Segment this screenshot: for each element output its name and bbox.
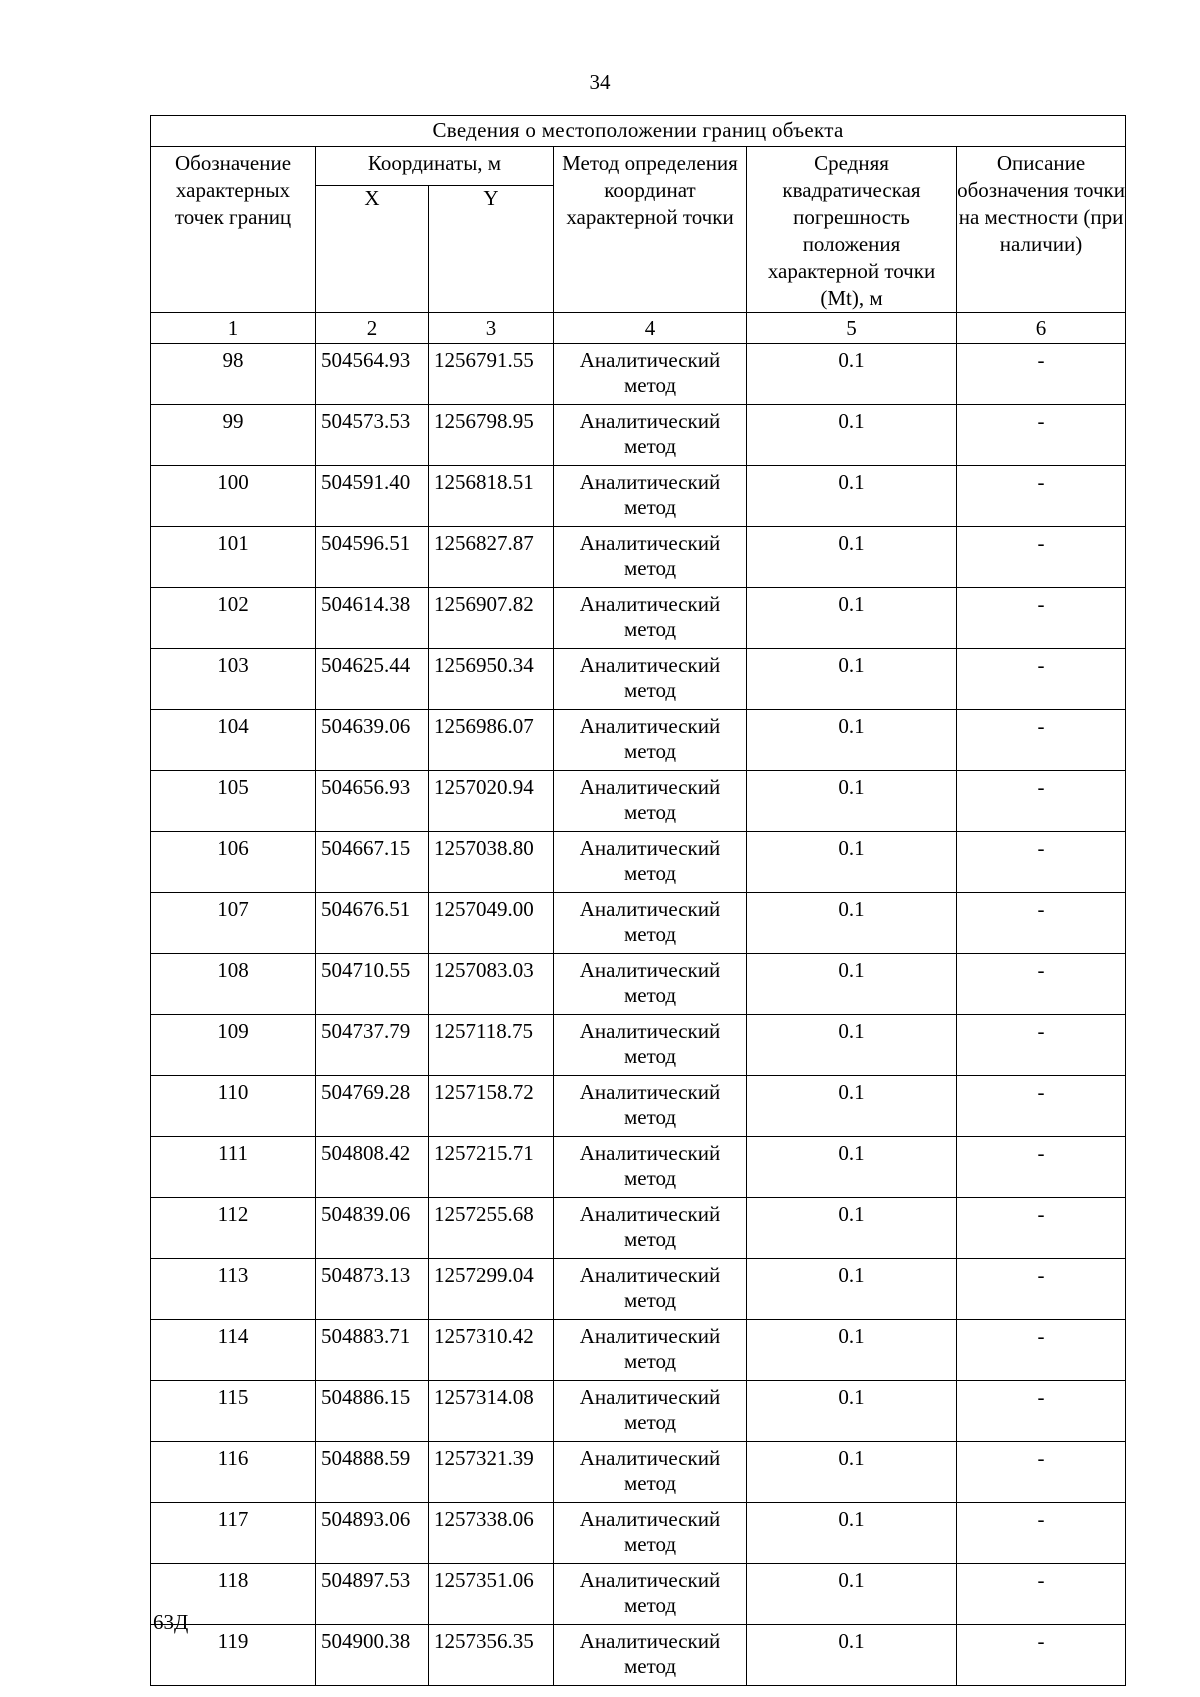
method-cell: Аналитический метод <box>554 1442 747 1503</box>
method-cell: Аналитический метод <box>554 1259 747 1320</box>
coord-y-cell: 1257020.94 <box>429 771 554 832</box>
coord-x-cell: 504591.40 <box>316 466 429 527</box>
description-cell: - <box>957 405 1126 466</box>
point-designation-cell: 108 <box>151 954 316 1015</box>
description-cell: - <box>957 771 1126 832</box>
coord-x-cell: 504667.15 <box>316 832 429 893</box>
description-cell: - <box>957 832 1126 893</box>
coord-x-cell: 504656.93 <box>316 771 429 832</box>
method-cell: Аналитический метод <box>554 1564 747 1625</box>
description-cell: - <box>957 1137 1126 1198</box>
column-numbers-row <box>151 313 1126 344</box>
point-designation-cell: 102 <box>151 588 316 649</box>
point-designation-cell: 115 <box>151 1381 316 1442</box>
point-designation-cell: 104 <box>151 710 316 771</box>
method-cell: Аналитический метод <box>554 527 747 588</box>
coord-y-cell: 1257083.03 <box>429 954 554 1015</box>
table-title: Сведения о местоположении границ объекта <box>151 116 1126 147</box>
coord-x-cell: 504893.06 <box>316 1503 429 1564</box>
mean-error-cell: 0.1 <box>747 466 957 527</box>
method-cell: Аналитический метод <box>554 1381 747 1442</box>
point-designation-cell: 110 <box>151 1076 316 1137</box>
point-designation-cell: 106 <box>151 832 316 893</box>
coord-y-cell: 1257321.39 <box>429 1442 554 1503</box>
coord-y-cell: 1257299.04 <box>429 1259 554 1320</box>
coord-y-cell: 1257118.75 <box>429 1015 554 1076</box>
coord-x-cell: 504897.53 <box>316 1564 429 1625</box>
mean-error-cell: 0.1 <box>747 1015 957 1076</box>
table-row <box>151 1198 1126 1259</box>
description-cell: - <box>957 1381 1126 1442</box>
method-cell: Аналитический метод <box>554 1503 747 1564</box>
table-row <box>151 954 1126 1015</box>
description-cell: - <box>957 588 1126 649</box>
table-row <box>151 405 1126 466</box>
method-cell: Аналитический метод <box>554 1137 747 1198</box>
coord-y-cell: 1256827.87 <box>429 527 554 588</box>
method-cell: Аналитический метод <box>554 1198 747 1259</box>
coord-x-cell: 504710.55 <box>316 954 429 1015</box>
table-row <box>151 344 1126 405</box>
mean-error-cell: 0.1 <box>747 1259 957 1320</box>
point-designation-cell: 118 <box>151 1564 316 1625</box>
point-designation-cell: 111 <box>151 1137 316 1198</box>
method-cell: Аналитический метод <box>554 344 747 405</box>
coord-x-cell: 504769.28 <box>316 1076 429 1137</box>
page-number: 34 <box>589 70 611 94</box>
coord-x-cell: 504639.06 <box>316 710 429 771</box>
mean-error-cell: 0.1 <box>747 1320 957 1381</box>
description-cell: - <box>957 1503 1126 1564</box>
table-row <box>151 1137 1126 1198</box>
coord-y-cell: 1256986.07 <box>429 710 554 771</box>
description-cell: - <box>957 1320 1126 1381</box>
mean-error-cell: 0.1 <box>747 710 957 771</box>
table-row <box>151 1381 1126 1442</box>
description-cell: - <box>957 893 1126 954</box>
table-row <box>151 466 1126 527</box>
point-designation-cell: 113 <box>151 1259 316 1320</box>
coord-y-cell: 1257314.08 <box>429 1381 554 1442</box>
coord-x-cell: 504573.53 <box>316 405 429 466</box>
point-designation-cell: 98 <box>151 344 316 405</box>
mean-error-cell: 0.1 <box>747 954 957 1015</box>
method-cell: Аналитический метод <box>554 1320 747 1381</box>
mean-error-cell: 0.1 <box>747 1442 957 1503</box>
coord-x-cell: 504883.71 <box>316 1320 429 1381</box>
mean-error-cell: 0.1 <box>747 649 957 710</box>
table-row <box>151 1625 1126 1686</box>
coord-y-cell: 1257038.80 <box>429 832 554 893</box>
table-row <box>151 1259 1126 1320</box>
coord-x-cell: 504737.79 <box>316 1015 429 1076</box>
coord-x-cell: 504900.38 <box>316 1625 429 1686</box>
table-row <box>151 649 1126 710</box>
header-description: Описание обозначения точки на местности (при наличии) <box>957 147 1126 313</box>
method-cell: Аналитический метод <box>554 1076 747 1137</box>
coord-y-cell: 1257049.00 <box>429 893 554 954</box>
description-cell: - <box>957 1625 1126 1686</box>
coord-x-cell: 504625.44 <box>316 649 429 710</box>
method-cell: Аналитический метод <box>554 832 747 893</box>
method-cell: Аналитический метод <box>554 466 747 527</box>
table-row <box>151 1076 1126 1137</box>
point-designation-cell: 116 <box>151 1442 316 1503</box>
table-row <box>151 1015 1126 1076</box>
mean-error-cell: 0.1 <box>747 771 957 832</box>
mean-error-cell: 0.1 <box>747 344 957 405</box>
coord-x-cell: 504839.06 <box>316 1198 429 1259</box>
coord-y-cell: 1257351.06 <box>429 1564 554 1625</box>
method-cell: Аналитический метод <box>554 710 747 771</box>
table-row <box>151 771 1126 832</box>
coord-x-cell: 504808.42 <box>316 1137 429 1198</box>
description-cell: - <box>957 1015 1126 1076</box>
description-cell: - <box>957 1259 1126 1320</box>
description-cell: - <box>957 466 1126 527</box>
boundary-coordinates-table <box>150 115 1126 1686</box>
description-cell: - <box>957 1076 1126 1137</box>
mean-error-cell: 0.1 <box>747 1503 957 1564</box>
coord-x-cell: 504676.51 <box>316 893 429 954</box>
point-designation-cell: 101 <box>151 527 316 588</box>
mean-error-cell: 0.1 <box>747 1381 957 1442</box>
point-designation-cell: 119 <box>151 1625 316 1686</box>
mean-error-cell: 0.1 <box>747 1564 957 1625</box>
description-cell: - <box>957 1564 1126 1625</box>
method-cell: Аналитический метод <box>554 649 747 710</box>
header-mean-error: Средняя квадратическая погрешность положения характерной точки (Mt), м <box>747 147 957 313</box>
column-number: 2 <box>316 313 429 344</box>
mean-error-cell: 0.1 <box>747 1137 957 1198</box>
coord-y-cell: 1256907.82 <box>429 588 554 649</box>
table-row <box>151 893 1126 954</box>
mean-error-cell: 0.1 <box>747 832 957 893</box>
description-cell: - <box>957 710 1126 771</box>
description-cell: - <box>957 954 1126 1015</box>
point-designation-cell: 107 <box>151 893 316 954</box>
header-coordinates: Координаты, м <box>316 147 554 186</box>
table-row <box>151 832 1126 893</box>
mean-error-cell: 0.1 <box>747 588 957 649</box>
mean-error-cell: 0.1 <box>747 405 957 466</box>
point-designation-cell: 103 <box>151 649 316 710</box>
mean-error-cell: 0.1 <box>747 527 957 588</box>
coord-y-cell: 1257356.35 <box>429 1625 554 1686</box>
description-cell: - <box>957 1442 1126 1503</box>
table-row <box>151 588 1126 649</box>
method-cell: Аналитический метод <box>554 893 747 954</box>
point-designation-cell: 112 <box>151 1198 316 1259</box>
header-point-designation: Обозначение характерных точек границ <box>151 147 316 313</box>
point-designation-cell: 114 <box>151 1320 316 1381</box>
method-cell: Аналитический метод <box>554 405 747 466</box>
coord-x-cell: 504888.59 <box>316 1442 429 1503</box>
mean-error-cell: 0.1 <box>747 893 957 954</box>
point-designation-cell: 117 <box>151 1503 316 1564</box>
coord-x-cell: 504564.93 <box>316 344 429 405</box>
column-number: 1 <box>151 313 316 344</box>
description-cell: - <box>957 1198 1126 1259</box>
coord-x-cell: 504614.38 <box>316 588 429 649</box>
coord-y-cell: 1257158.72 <box>429 1076 554 1137</box>
method-cell: Аналитический метод <box>554 1015 747 1076</box>
coord-x-cell: 504873.13 <box>316 1259 429 1320</box>
table-body <box>151 344 1126 1686</box>
coord-y-cell: 1256798.95 <box>429 405 554 466</box>
coord-y-cell: 1257310.42 <box>429 1320 554 1381</box>
table-row <box>151 710 1126 771</box>
header-x: X <box>316 185 429 312</box>
point-designation-cell: 109 <box>151 1015 316 1076</box>
column-number: 6 <box>957 313 1126 344</box>
header-method: Метод определения координат характерной точки <box>554 147 747 313</box>
coord-y-cell: 1256791.55 <box>429 344 554 405</box>
mean-error-cell: 0.1 <box>747 1198 957 1259</box>
point-designation-cell: 99 <box>151 405 316 466</box>
table-row <box>151 527 1126 588</box>
coord-x-cell: 504886.15 <box>316 1381 429 1442</box>
coord-y-cell: 1256818.51 <box>429 466 554 527</box>
mean-error-cell: 0.1 <box>747 1076 957 1137</box>
coord-x-cell: 504596.51 <box>316 527 429 588</box>
column-number: 3 <box>429 313 554 344</box>
coord-y-cell: 1257215.71 <box>429 1137 554 1198</box>
point-designation-cell: 100 <box>151 466 316 527</box>
coord-y-cell: 1257338.06 <box>429 1503 554 1564</box>
table-row <box>151 1320 1126 1381</box>
description-cell: - <box>957 344 1126 405</box>
header-y: Y <box>429 185 554 312</box>
method-cell: Аналитический метод <box>554 1625 747 1686</box>
method-cell: Аналитический метод <box>554 771 747 832</box>
footer-code: 63Д <box>153 1610 189 1634</box>
table-row <box>151 1442 1126 1503</box>
column-number: 4 <box>554 313 747 344</box>
mean-error-cell: 0.1 <box>747 1625 957 1686</box>
method-cell: Аналитический метод <box>554 954 747 1015</box>
coord-y-cell: 1257255.68 <box>429 1198 554 1259</box>
table-row <box>151 1564 1126 1625</box>
coord-y-cell: 1256950.34 <box>429 649 554 710</box>
description-cell: - <box>957 527 1126 588</box>
method-cell: Аналитический метод <box>554 588 747 649</box>
description-cell: - <box>957 649 1126 710</box>
column-number: 5 <box>747 313 957 344</box>
point-designation-cell: 105 <box>151 771 316 832</box>
table-row <box>151 1503 1126 1564</box>
